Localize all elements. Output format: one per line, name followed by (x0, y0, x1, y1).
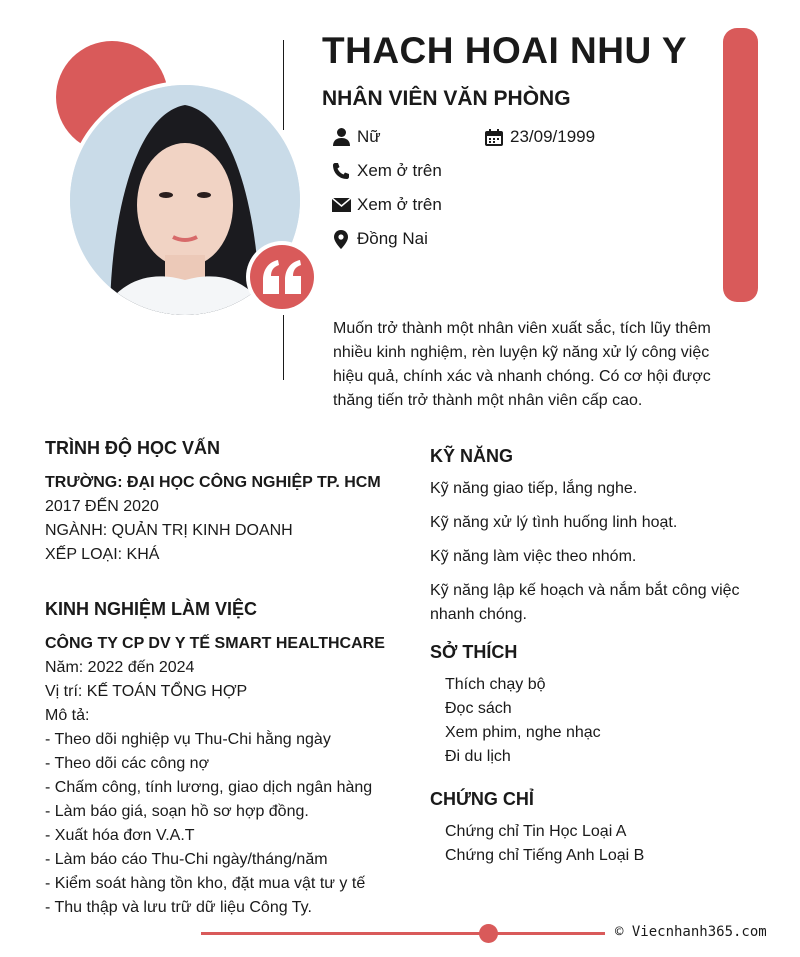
footer-line (201, 932, 605, 935)
school-name: TRƯỜNG: ĐẠI HỌC CÔNG NGHIỆP TP. HCM (45, 474, 381, 491)
quote-icon (261, 260, 303, 294)
divider-line (283, 40, 284, 130)
calendar-icon (484, 127, 504, 147)
education-section (45, 438, 381, 567)
birthday-row (484, 127, 595, 147)
hobby-item: Đọc sách (445, 700, 512, 717)
experience-position: Vị trí: KẾ TOÁN TỔNG HỢP (45, 683, 248, 700)
certificate-item: Chứng chỉ Tin Học Loại A (445, 823, 627, 840)
skill-item: Kỹ năng làm việc theo nhóm. (430, 548, 637, 565)
task-item: - Theo dõi nghiệp vụ Thu-Chi hằng ngày (45, 731, 331, 748)
quote-badge (246, 241, 318, 313)
person-icon (331, 127, 351, 147)
divider-line (283, 315, 284, 380)
skill-item: Kỹ năng lập kế hoạch và nắm bắt công việc nhanh chóng. (430, 582, 740, 623)
hobbies-title: SỞ THÍCH (430, 642, 518, 662)
hobby-item: Thích chạy bộ (445, 676, 546, 693)
company-name: CÔNG TY CP DV Y TẾ SMART HEALTHCARE (45, 635, 385, 652)
experience-years: Năm: 2022 đến 2024 (45, 659, 195, 676)
watermark-text: © Viecnhanh365.com (615, 924, 767, 940)
task-item: - Theo dõi các công nợ (45, 755, 210, 772)
career-objective: Muốn trở thành một nhân viên xuất sắc, tích lũy thêm nhiều kinh nghiệm, rèn luyện kỹ năng xử lý công việc hiệu quả, chính xác và nhanh chóng. Có cơ hội được thăng tiến trở thành một nhân viên cấp cao. (333, 320, 711, 409)
hobby-item: Xem phim, nghe nhạc (445, 724, 601, 741)
phone-row (331, 161, 442, 181)
education-major: NGÀNH: QUẢN TRỊ KINH DOANH (45, 522, 293, 539)
certificates-section (430, 789, 644, 868)
candidate-name: THACH HOAI NHU Y (322, 30, 687, 71)
task-item: - Làm báo cáo Thu-Chi ngày/tháng/năm (45, 851, 328, 868)
email-row (331, 195, 442, 215)
certificate-item: Chứng chỉ Tiếng Anh Loại B (445, 847, 645, 864)
experience-section (45, 599, 385, 920)
envelope-icon (331, 195, 351, 215)
hobby-item: Đi du lịch (445, 748, 511, 765)
task-item: - Làm báo giá, soạn hồ sơ hợp đồng. (45, 803, 309, 820)
experience-title: KINH NGHIỆM LÀM VIỆC (45, 599, 258, 619)
certificates-title: CHỨNG CHỈ (430, 789, 534, 809)
skills-title: KỸ NĂNG (430, 446, 514, 466)
job-title: NHÂN VIÊN VĂN PHÒNG (322, 87, 571, 110)
experience-desc-label: Mô tả: (45, 707, 90, 724)
education-period: 2017 ĐẾN 2020 (45, 498, 159, 515)
task-item: - Kiểm soát hàng tồn kho, đặt mua vật tư y tế (45, 875, 366, 892)
education-title: TRÌNH ĐỘ HỌC VẤN (45, 438, 220, 458)
education-grade: XẾP LOẠI: KHÁ (45, 546, 160, 563)
accent-bar (723, 28, 758, 302)
hobbies-section (430, 642, 601, 769)
task-item: - Xuất hóa đơn V.A.T (45, 827, 195, 844)
gender-row (331, 127, 381, 147)
phone-value: Xem ở trên (357, 161, 442, 180)
task-item: - Chấm công, tính lương, giao dịch ngân hàng (45, 779, 373, 796)
skill-item: Kỹ năng giao tiếp, lắng nghe. (430, 480, 638, 497)
birthday-value: 23/09/1999 (510, 127, 596, 146)
map-pin-icon (331, 229, 351, 249)
location-row (331, 229, 428, 249)
skills-section (430, 446, 770, 637)
email-value: Xem ở trên (357, 195, 442, 214)
location-value: Đồng Nai (357, 229, 428, 248)
skill-item: Kỹ năng xử lý tình huống linh hoạt. (430, 514, 678, 531)
phone-icon (331, 161, 351, 181)
gender-value: Nữ (357, 127, 381, 146)
footer-dot (479, 924, 498, 943)
task-item: - Thu thập và lưu trữ dữ liệu Công Ty. (45, 899, 312, 916)
